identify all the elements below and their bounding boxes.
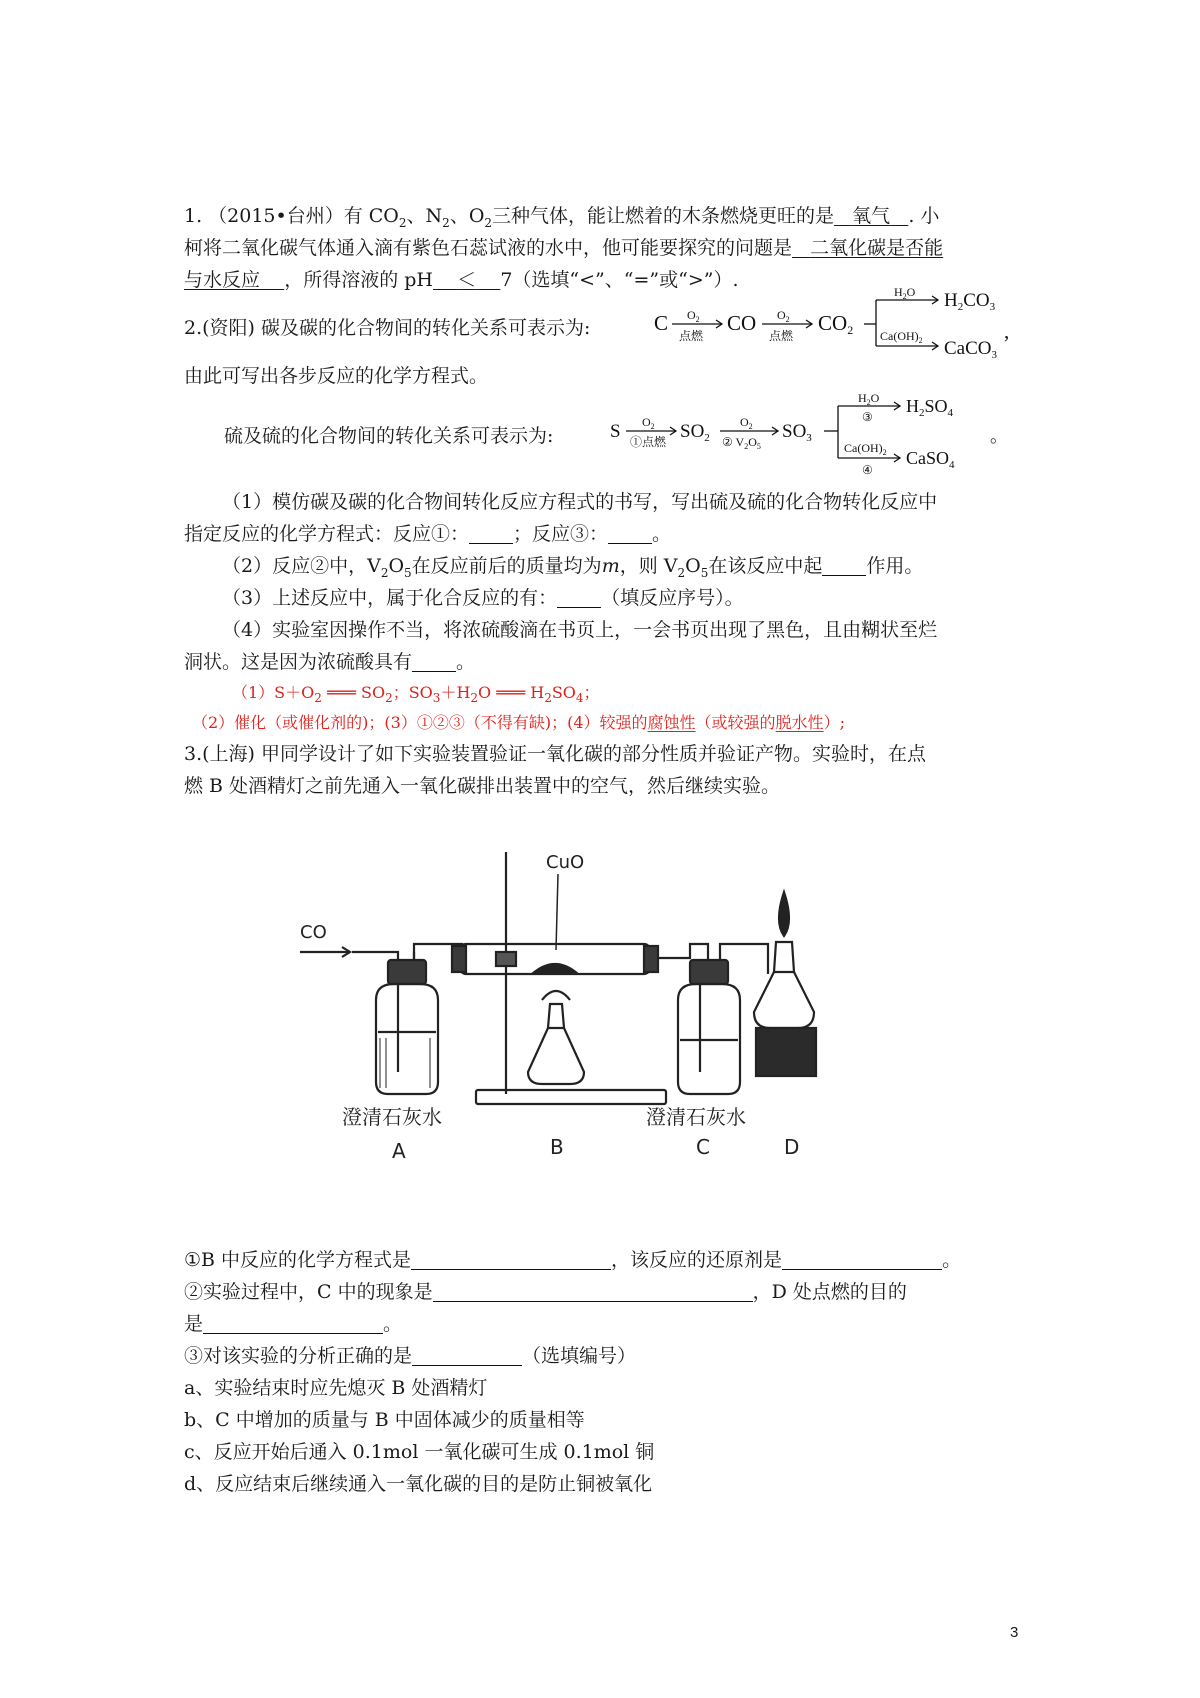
scheme-so2: $SO_2$ bbox=[680, 421, 710, 444]
scheme-co: CO bbox=[727, 311, 757, 335]
product-h2so4: $H_2SO_4$ bbox=[906, 396, 954, 419]
bottle-a bbox=[376, 984, 438, 1094]
scheme-sulfur: S bbox=[610, 421, 621, 442]
s-arrow-1-condition: ①点燃 bbox=[630, 435, 667, 449]
scheme-carbon: C bbox=[654, 311, 669, 335]
q2-intro-tail bbox=[184, 360, 1024, 392]
apparatus-figure bbox=[280, 832, 920, 1176]
question-3 bbox=[184, 738, 1024, 802]
q3-s1: ①B 中反应的化学方程式是 ，该反应的还原剂是 。 bbox=[184, 1249, 962, 1271]
carbon-conversion-scheme bbox=[654, 286, 1024, 366]
product-caso4: CaSO$_4$ bbox=[906, 448, 955, 471]
answer-line-2: （2）催化（或催化剂的)；(3）①②③（不得有缺)；(4）较强的腐蚀性（或较强的脱水性）; bbox=[192, 713, 845, 732]
answer-question-cont: 与水反应 bbox=[184, 269, 261, 291]
q1-line-2 bbox=[184, 232, 1024, 264]
cuo-sample bbox=[532, 964, 578, 974]
blank-b-equation[interactable] bbox=[411, 1247, 611, 1270]
s-branch-lower-reagent: $Ca(OH)_2$ bbox=[844, 441, 887, 457]
bottle-a-stopper bbox=[388, 960, 426, 984]
cuo-pointer bbox=[556, 874, 558, 950]
scheme-comma: , bbox=[1004, 319, 1010, 343]
option-d: d、反应结束后继续通入一氧化碳的目的是防止铜被氧化 bbox=[184, 1473, 653, 1495]
label-a: A bbox=[392, 1139, 406, 1163]
q3-line-2: 燃 B 处酒精灯之前先通入一氧化碳排出装置中的空气，然后继续实验。 bbox=[184, 775, 781, 797]
blank-combination-reactions[interactable] bbox=[557, 585, 601, 608]
q1-text: 、N bbox=[406, 205, 443, 227]
q2-subquestions bbox=[184, 486, 1024, 678]
burner-d-flame bbox=[779, 892, 789, 936]
question-1 bbox=[184, 200, 1024, 296]
option-b: b、C 中增加的质量与 B 中固体减少的质量相等 bbox=[184, 1409, 585, 1431]
q2-intro-tail-text: 由此可写出各步反应的化学方程式。 bbox=[184, 365, 489, 387]
branch-lower-reagent: $Ca(OH)_2$ bbox=[880, 329, 923, 345]
s-arrow-1-reagent: $O_2$ bbox=[642, 415, 655, 431]
q1-line-1: 1. （2015•台州）有 $CO_2$、$N_2$、$O_2$三种气体，能让燃着的木条燃烧更旺的是 氧气 . 小 bbox=[184, 205, 940, 230]
blank-reaction-3[interactable] bbox=[608, 521, 652, 544]
answer-question: 二氧化碳是否能 bbox=[810, 237, 944, 259]
q1-text: 三种气体，能让燃着的木条燃烧更旺的是 bbox=[492, 205, 835, 227]
s-scheme-period: 。 bbox=[990, 426, 1008, 446]
q2-sub4-line-a: （4）实验室因操作不当，将浓硫酸滴在书页上，一会书页出现了黑色，且由糊状至烂 bbox=[222, 619, 938, 641]
s-arrow-2-reagent: $O_2$ bbox=[740, 415, 753, 431]
q1-text: 、O bbox=[449, 205, 485, 227]
q2-sub4-line-b: 洞状。这是因为浓硫酸具有 。 bbox=[184, 651, 476, 673]
product-h2co3: $H_2CO_3$ bbox=[944, 290, 996, 313]
tube-stopper-right bbox=[644, 946, 658, 972]
stand-base bbox=[476, 1090, 666, 1104]
arrow-1-reagent: $O_2$ bbox=[687, 308, 700, 324]
bottle-c-stopper bbox=[690, 960, 728, 984]
label-limewater-a: 澄清石灰水 bbox=[342, 1105, 442, 1129]
product-caco3: CaCO$_3$ bbox=[944, 338, 997, 361]
q1-text: 柯将二氧化碳气体通入滴有紫色石蕊试液的水中，他可能要探究的问题是 bbox=[184, 237, 793, 259]
q1-text: 1. （2015•台州）有 CO bbox=[184, 205, 399, 227]
label-co: CO bbox=[300, 922, 327, 943]
s-arrow-2-condition: ② $V_2O_5$ bbox=[722, 435, 761, 451]
answer-ph: ＜ bbox=[457, 269, 477, 291]
bottle-a-liquid-hatch bbox=[380, 1038, 430, 1088]
tube-stopper-left bbox=[452, 946, 466, 972]
branch-upper-reagent: $H_2O$ bbox=[894, 286, 916, 301]
q1-text: . 小 bbox=[908, 205, 940, 227]
q2-sub2: （2）反应②中，$V_2O_5$在反应前后的质量均为m，则 $V_2O_5$在该反应中起 作用。 bbox=[222, 555, 924, 580]
blank-correct-options[interactable] bbox=[412, 1343, 522, 1366]
burner-d-neck bbox=[774, 942, 794, 972]
arrow-2-reagent: $O_2$ bbox=[777, 308, 790, 324]
q2-sub3: （3）上述反应中，属于化合反应的有： （填反应序号）。 bbox=[222, 587, 744, 609]
label-limewater-c: 澄清石灰水 bbox=[646, 1105, 746, 1129]
q3-line-1: 3.(上海) 甲同学设计了如下实验装置验证一氧化碳的部分性质并验证产物。实验时，在点 bbox=[184, 743, 926, 765]
s-branch-upper-step: ③ bbox=[862, 410, 873, 424]
blank-d-purpose[interactable] bbox=[203, 1311, 383, 1334]
sulfur-conversion-scheme bbox=[610, 392, 1010, 476]
option-c: c、反应开始后通入 0.1mol 一氧化碳可生成 0.1mol 铜 bbox=[184, 1441, 655, 1463]
burner-d-body bbox=[754, 972, 814, 1028]
q3-s3: ③对该实验的分析正确的是 （选填编号） bbox=[184, 1345, 637, 1367]
blank-reaction-1[interactable] bbox=[469, 521, 513, 544]
s-branch-lower-step: ④ bbox=[862, 463, 873, 476]
stand-clamp bbox=[496, 952, 516, 966]
q2-sub1-line-b: 指定反应的化学方程式：反应①： ；反应③： 。 bbox=[184, 523, 672, 545]
label-d: D bbox=[784, 1135, 800, 1159]
blank-v2o5-role[interactable] bbox=[822, 553, 866, 576]
q2-answer-key bbox=[184, 678, 1024, 738]
blank-reducing-agent[interactable] bbox=[782, 1247, 942, 1270]
q2-sulfur-intro bbox=[224, 420, 644, 452]
q1-text: ，所得溶液的 pH bbox=[284, 269, 433, 291]
burner-b-neck bbox=[548, 1004, 564, 1028]
arrow-2-condition: 点燃 bbox=[769, 329, 794, 343]
s-branch-upper-reagent: $H_2O$ bbox=[858, 392, 880, 407]
answer-oxygen: 氧气 bbox=[852, 205, 891, 227]
q1-text: 7（选填“<”、“=”或“>”）. bbox=[500, 269, 739, 291]
burner-b-body bbox=[528, 1028, 584, 1084]
burner-b-flame bbox=[542, 991, 570, 1000]
q2-intro bbox=[184, 312, 654, 344]
label-b: B bbox=[550, 1135, 564, 1159]
arrow-1-condition: 点燃 bbox=[679, 329, 704, 343]
q3-subquestions bbox=[184, 1244, 1024, 1500]
scheme-co2: CO2 bbox=[818, 311, 854, 337]
answer-line-1: $(1)S+O_2$ ═══ $SO_2$；$SO_3+H_2O$ ═══ $H_2SO_4$； bbox=[232, 683, 600, 706]
burner-d-stand bbox=[756, 1028, 816, 1076]
q2-sulfur-intro-text: 硫及硫的化合物间的转化关系可表示为: bbox=[224, 425, 554, 447]
q2-intro-text: 2.(资阳) 碳及碳的化合物间的转化关系可表示为: bbox=[184, 317, 591, 339]
label-cuo: CuO bbox=[546, 852, 585, 873]
label-c: C bbox=[696, 1135, 710, 1159]
blank-c-phenomenon[interactable] bbox=[433, 1279, 753, 1302]
q3-s2: ②实验过程中，C 中的现象是 ，D 处点燃的目的 bbox=[184, 1281, 907, 1303]
scheme-so3: $SO_3$ bbox=[782, 421, 812, 444]
option-a: a、实验结束时应先熄灭 B 处酒精灯 bbox=[184, 1377, 488, 1399]
page-number: 3 bbox=[1010, 1624, 1019, 1641]
blank-sulfuric-property[interactable] bbox=[412, 649, 456, 672]
q2-sub1-line-a: （1）模仿碳及碳的化合物间转化反应方程式的书写，写出硫及硫的化合物转化反应中 bbox=[222, 491, 938, 513]
q3-s2-cont: 是 。 bbox=[184, 1313, 403, 1335]
